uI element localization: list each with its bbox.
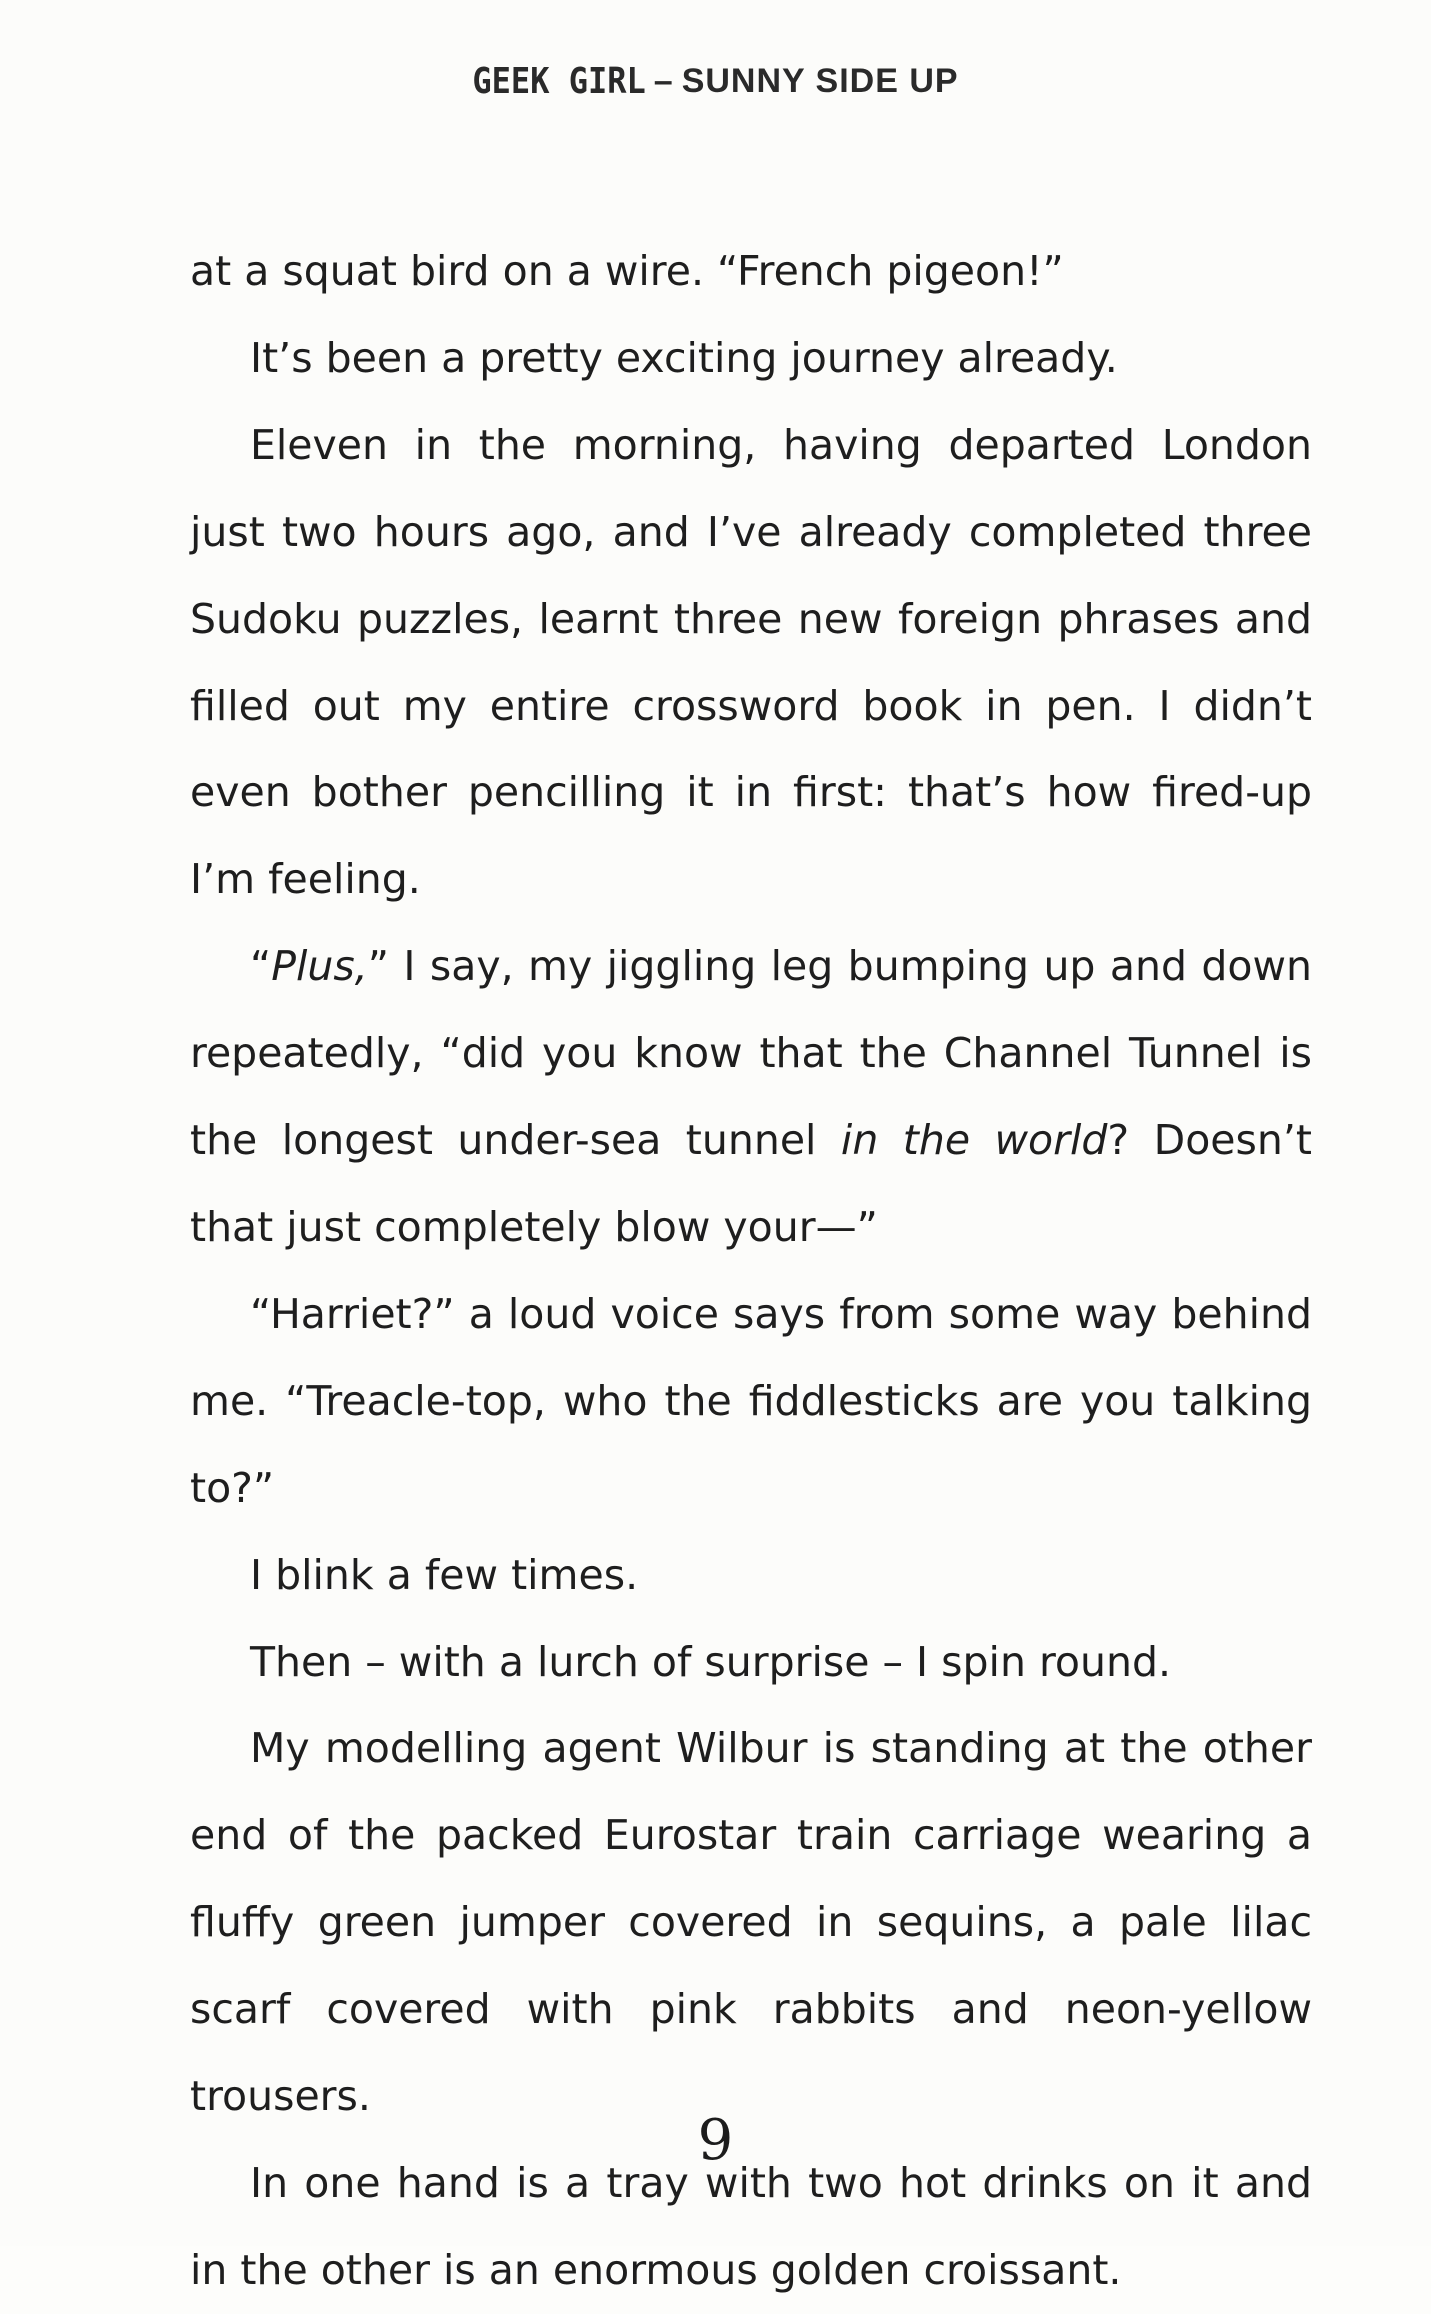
- series-title: GEEK GIRL: [472, 60, 646, 102]
- paragraph-3: [190, 923, 1312, 1271]
- body-text: [190, 228, 1312, 2314]
- text-segment: “: [250, 942, 272, 991]
- running-head: [0, 62, 1431, 101]
- text-segment: It’s been a pretty exciting journey already.: [250, 333, 1118, 382]
- text-segment: “Harriet?” a loud voice says from some way behind me. “Treacle-top, who the fiddlesticks are you talking to?”: [190, 1289, 1312, 1512]
- text-segment: ? Doesn’t that just completely blow your—”: [190, 1116, 1312, 1251]
- text-segment: Eleven in the morning, having departed London just two hours ago, and I’ve already completed three Sudoku puzzles, learnt three new foreign phrases and filled out my entire crossword book in pen. I didn’t even bother pencilling it in first: that’s how fired-up I’m feeling.: [190, 420, 1312, 904]
- paragraph-6: [190, 1619, 1312, 1706]
- text-segment: ” I say, my jiggling leg bumping up and down repeatedly, “did you know that the Channel Tunnel is the longest under-sea tunnel: [190, 942, 1312, 1165]
- running-head-dash: –: [653, 62, 674, 100]
- book-title: SUNNY SIDE UP: [681, 62, 959, 100]
- paragraph-2: [190, 402, 1312, 923]
- text-segment: In one hand is a tray with two hot drinks on it and in the other is an enormous golden croissant.: [190, 2158, 1312, 2294]
- paragraph-7: [190, 1705, 1312, 2140]
- italic-segment: in the world: [840, 1116, 1108, 1165]
- paragraph-1: [190, 315, 1312, 402]
- paragraph-5: [190, 1532, 1312, 1619]
- text-segment: My modelling agent Wilbur is standing at the other end of the packed Eurostar train carriage wearing a fluffy green jumper covered in sequins, a pale lilac scarf covered with pink rabbits and neon-yellow trousers.: [190, 1724, 1312, 2121]
- text-segment: at a squat bird on a wire. “French pigeon!”: [190, 247, 1064, 295]
- text-segment: Then – with a lurch of surprise – I spin round.: [250, 1637, 1172, 1686]
- paragraph-4: [190, 1271, 1312, 1532]
- paragraph-0: [190, 228, 1312, 315]
- italic-segment: Plus,: [271, 942, 368, 991]
- text-segment: I blink a few times.: [250, 1550, 639, 1599]
- page-number: 9: [697, 2108, 734, 2173]
